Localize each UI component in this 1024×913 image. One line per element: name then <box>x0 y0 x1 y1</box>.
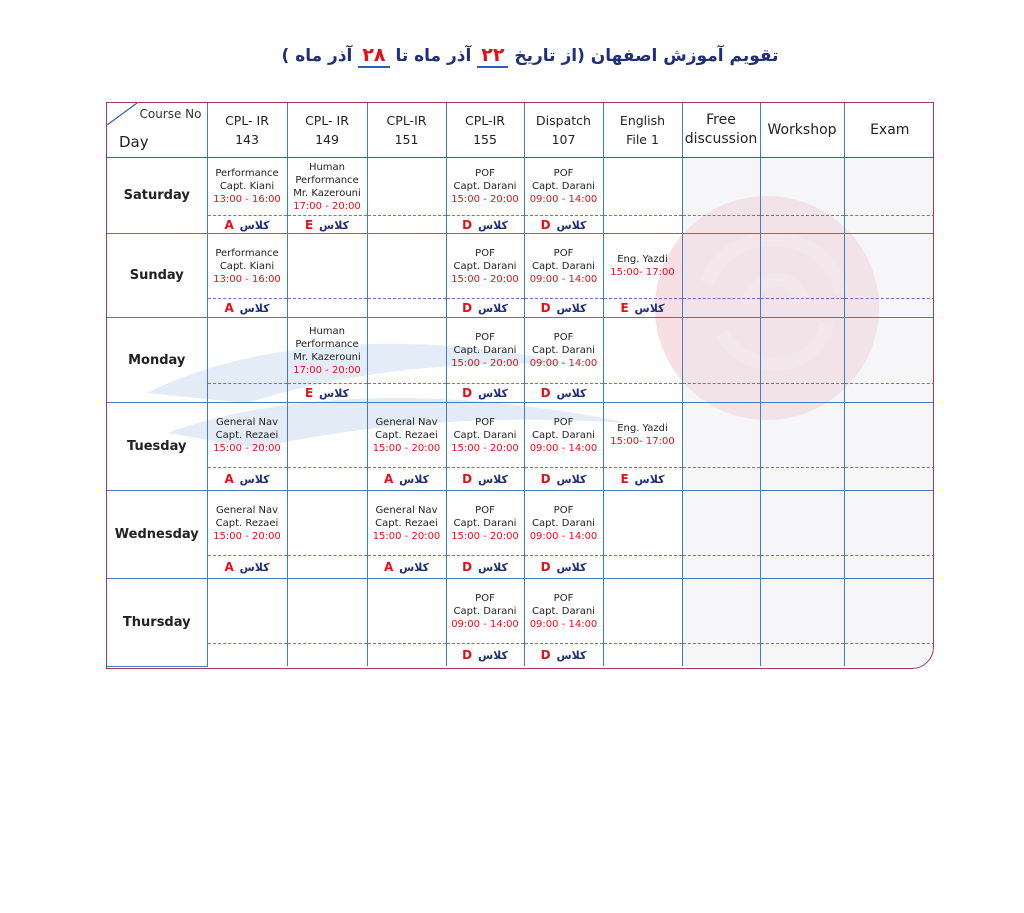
classroom-cell <box>760 468 844 491</box>
classroom-cell <box>207 216 287 234</box>
classroom-cell <box>603 299 682 318</box>
schedule-cell <box>446 403 524 468</box>
course-time: 15:00 - 20:00 <box>451 273 519 285</box>
classroom-letter: A <box>224 217 234 232</box>
schedule-cell <box>603 403 682 468</box>
schedule-cell <box>844 234 934 299</box>
classroom-cell <box>446 299 524 318</box>
classroom-cell <box>446 468 524 491</box>
course-text: General Nav <box>375 504 438 516</box>
classroom-word: کلاس <box>552 302 587 315</box>
course-time: 15:00- 17:00 <box>610 267 675 278</box>
course-no-label: Course No <box>139 107 202 121</box>
course-time: 15:00 - 20:00 <box>451 442 519 454</box>
course-text: Capt. Rezaei <box>375 517 438 529</box>
schedule-cell <box>287 403 367 468</box>
classroom-cell <box>524 384 603 403</box>
course-time: 15:00 - 20:00 <box>213 442 281 454</box>
course-time: 09:00 - 14:00 <box>529 194 598 205</box>
col-header: CPL- IR 149 <box>287 103 367 158</box>
course-time: 15:00 - 20:00 <box>451 358 519 369</box>
schedule-cell <box>603 491 682 556</box>
schedule-cell <box>367 403 446 468</box>
schedule-cell <box>682 579 760 644</box>
schedule-cell <box>287 158 367 216</box>
classroom-cell <box>524 216 603 234</box>
schedule-cell <box>367 158 446 216</box>
classroom-cell <box>682 384 760 403</box>
classroom-cell <box>603 384 682 403</box>
classroom-cell <box>207 299 287 318</box>
schedule-cell <box>524 158 603 216</box>
classroom-cell <box>682 216 760 234</box>
classroom-label <box>541 219 587 232</box>
class-row <box>107 299 934 318</box>
classroom-cell <box>524 644 603 667</box>
schedule-cell <box>446 491 524 556</box>
course-time: 15:00 - 20:00 <box>213 530 281 542</box>
course-time: 09:00 - 14:00 <box>529 273 598 285</box>
schedule-cell <box>844 403 934 468</box>
course-text: Capt. Darani <box>532 605 595 617</box>
classroom-label <box>541 387 587 400</box>
classroom-cell <box>682 299 760 318</box>
day-row <box>107 318 934 384</box>
course-text: General Nav <box>375 416 438 428</box>
course-text: Eng. Yazdi <box>617 423 668 434</box>
classroom-cell <box>844 299 934 318</box>
classroom-cell <box>207 468 287 491</box>
day-name: Thursday <box>107 579 207 667</box>
schedule-cell <box>524 318 603 384</box>
schedule-cell <box>446 318 524 384</box>
classroom-cell <box>603 216 682 234</box>
classroom-cell <box>760 299 844 318</box>
course-text: Human <box>308 325 346 337</box>
classroom-cell <box>446 384 524 403</box>
schedule-cell <box>207 318 287 384</box>
classroom-cell <box>367 644 446 667</box>
day-name: Sunday <box>107 234 207 318</box>
classroom-letter: E <box>620 472 629 486</box>
classroom-cell <box>844 644 934 667</box>
course-text: POF <box>553 504 574 516</box>
classroom-cell <box>207 644 287 667</box>
classroom-letter: A <box>224 560 234 574</box>
schedule-body <box>107 158 934 667</box>
classroom-word: کلاس <box>552 561 587 574</box>
classroom-word: کلاس <box>552 218 587 232</box>
col-header: Workshop <box>760 103 844 158</box>
day-row <box>107 579 934 644</box>
day-row <box>107 234 934 299</box>
day-name: Saturday <box>107 158 207 234</box>
course-text: General Nav <box>215 416 279 428</box>
classroom-label <box>224 219 269 232</box>
classroom-word: کلاس <box>395 473 430 486</box>
classroom-cell <box>760 384 844 403</box>
classroom-word: کلاس <box>235 218 270 232</box>
title-prefix: تقویم آموزش اصفهان (از تاریخ <box>514 46 779 66</box>
course-time: 15:00 - 20:00 <box>451 194 519 205</box>
classroom-cell <box>844 384 934 403</box>
classroom-cell <box>682 556 760 579</box>
classroom-cell <box>287 556 367 579</box>
schedule-cell <box>287 491 367 556</box>
schedule-cell <box>760 403 844 468</box>
schedule-cell <box>207 491 287 556</box>
col-header: English File 1 <box>603 103 682 158</box>
course-text: POF <box>475 332 495 343</box>
classroom-word: کلاس <box>315 218 349 232</box>
course-time: 15:00 - 20:00 <box>451 530 519 542</box>
classroom-label <box>224 473 269 486</box>
schedule-cell <box>287 579 367 644</box>
classroom-letter: D <box>462 472 473 486</box>
course-text: Capt. Rezaei <box>375 429 438 441</box>
class-row <box>107 468 934 491</box>
course-text: Performance <box>295 338 359 350</box>
course-text: Human <box>308 161 346 173</box>
schedule-cell <box>524 403 603 468</box>
classroom-label <box>224 302 269 315</box>
schedule-cell <box>603 234 682 299</box>
classroom-cell <box>524 468 603 491</box>
classroom-cell <box>207 556 287 579</box>
course-text: Capt. Darani <box>532 181 595 192</box>
classroom-label <box>384 561 429 574</box>
schedule-cell <box>603 579 682 644</box>
classroom-cell <box>844 468 934 491</box>
classroom-cell <box>682 644 760 667</box>
classroom-cell <box>367 556 446 579</box>
course-text: Capt. Darani <box>453 429 517 441</box>
day-name: Monday <box>107 318 207 403</box>
schedule-cell <box>682 491 760 556</box>
classroom-label <box>462 561 508 574</box>
classroom-cell <box>760 644 844 667</box>
schedule-cell <box>446 579 524 644</box>
classroom-cell <box>844 556 934 579</box>
course-time: 09:00 - 14:00 <box>529 358 598 369</box>
course-text: Capt. Kiani <box>219 181 275 192</box>
course-text: POF <box>553 416 574 428</box>
schedule-cell <box>207 403 287 468</box>
course-text: General Nav <box>215 504 279 516</box>
col-header: Free discussion <box>682 103 760 158</box>
classroom-letter: A <box>383 560 394 574</box>
classroom-word: کلاس <box>552 473 587 486</box>
classroom-cell <box>446 644 524 667</box>
schedule-table <box>107 103 934 667</box>
classroom-word: کلاس <box>552 387 587 400</box>
course-time: 17:00 - 20:00 <box>293 364 361 376</box>
classroom-word: کلاس <box>474 302 508 315</box>
classroom-letter: A <box>383 472 394 486</box>
class-row <box>107 644 934 667</box>
course-text: POF <box>475 247 495 259</box>
classroom-letter: D <box>540 472 551 486</box>
classroom-label <box>462 219 508 232</box>
classroom-word: کلاس <box>395 561 430 574</box>
course-text: POF <box>553 332 574 343</box>
class-row <box>107 384 934 403</box>
classroom-letter: E <box>305 217 314 232</box>
schedule-cell <box>844 491 934 556</box>
schedule-cell <box>207 579 287 644</box>
classroom-word: کلاس <box>474 561 508 574</box>
classroom-word: کلاس <box>630 473 665 486</box>
classroom-cell <box>760 556 844 579</box>
class-row <box>107 216 934 234</box>
classroom-cell <box>603 468 682 491</box>
schedule-cell <box>844 158 934 216</box>
course-time: 09:00 - 14:00 <box>529 618 598 630</box>
schedule-cell <box>207 234 287 299</box>
course-text: POF <box>475 416 495 428</box>
course-text: Capt. Darani <box>453 517 517 529</box>
course-text: Capt. Darani <box>453 605 517 617</box>
header-row <box>107 103 934 158</box>
classroom-cell <box>682 468 760 491</box>
classroom-word: کلاس <box>474 473 508 486</box>
course-time: 09:00 - 14:00 <box>529 530 598 542</box>
day-row <box>107 158 934 216</box>
classroom-label <box>384 473 429 486</box>
classroom-letter: A <box>224 301 234 315</box>
classroom-word: کلاس <box>235 473 270 486</box>
course-text: Capt. Darani <box>453 345 517 356</box>
course-text: POF <box>553 168 574 179</box>
schedule-cell <box>682 234 760 299</box>
course-text: Performance <box>295 174 359 186</box>
schedule-cell <box>603 318 682 384</box>
course-text: Capt. Darani <box>532 517 595 529</box>
title-end-day: ۲۸ <box>358 44 389 68</box>
classroom-letter: E <box>305 386 314 400</box>
schedule-cell <box>287 318 367 384</box>
classroom-cell <box>287 468 367 491</box>
classroom-letter: D <box>462 217 473 232</box>
course-text: Capt. Darani <box>532 345 595 356</box>
title-start-day: ۲۲ <box>477 44 508 68</box>
classroom-label <box>541 302 587 315</box>
course-time: 09:00 - 14:00 <box>529 442 598 454</box>
course-text: Capt. Darani <box>532 260 595 272</box>
classroom-label <box>621 302 665 315</box>
schedule-cell <box>524 579 603 644</box>
header-corner <box>107 103 207 158</box>
classroom-cell <box>524 556 603 579</box>
classroom-word: کلاس <box>630 302 665 315</box>
course-time: 17:00 - 20:00 <box>293 200 361 212</box>
course-text: Capt. Darani <box>532 429 595 441</box>
schedule-cell <box>524 491 603 556</box>
course-text: POF <box>553 247 574 259</box>
day-name: Tuesday <box>107 403 207 491</box>
course-text: POF <box>475 504 495 516</box>
classroom-label <box>541 561 587 574</box>
classroom-label <box>305 219 349 232</box>
classroom-letter: A <box>224 472 234 486</box>
classroom-label <box>462 473 508 486</box>
course-text: Performance <box>215 168 279 179</box>
schedule-cell <box>760 318 844 384</box>
classroom-label <box>462 387 508 400</box>
classroom-label <box>224 561 269 574</box>
schedule-cell <box>287 234 367 299</box>
course-text: Capt. Rezaei <box>215 517 279 529</box>
schedule-cell <box>844 579 934 644</box>
classroom-cell <box>367 216 446 234</box>
classroom-label <box>462 302 508 315</box>
classroom-letter: D <box>540 217 551 232</box>
col-header: CPL- IR 143 <box>207 103 287 158</box>
classroom-label <box>305 387 349 400</box>
day-row <box>107 491 934 556</box>
classroom-cell <box>446 216 524 234</box>
classroom-word: کلاس <box>235 302 270 315</box>
classroom-word: کلاس <box>552 649 587 662</box>
col-header: CPL-IR 151 <box>367 103 446 158</box>
classroom-cell <box>524 299 603 318</box>
page-title <box>0 44 1024 66</box>
course-time: 09:00 - 14:00 <box>451 618 519 630</box>
day-label: Day <box>119 133 149 151</box>
course-text: Capt. Rezaei <box>215 429 279 441</box>
title-middle: آذر ماه تا <box>395 46 472 66</box>
classroom-cell <box>603 644 682 667</box>
classroom-letter: D <box>540 301 551 315</box>
schedule-cell <box>367 491 446 556</box>
schedule-cell <box>682 403 760 468</box>
course-text: Mr. Kazerouni <box>293 187 361 199</box>
day-row <box>107 403 934 468</box>
classroom-word: کلاس <box>235 561 270 574</box>
classroom-letter: E <box>620 301 629 315</box>
schedule-cell <box>682 158 760 216</box>
classroom-letter: D <box>462 386 473 400</box>
classroom-word: کلاس <box>474 387 508 400</box>
classroom-letter: D <box>540 560 551 574</box>
classroom-word: کلاس <box>474 218 508 232</box>
classroom-cell <box>446 556 524 579</box>
title-suffix: آذر ماه ) <box>281 46 353 66</box>
course-text: Performance <box>215 247 279 259</box>
classroom-cell <box>207 384 287 403</box>
schedule-cell <box>760 491 844 556</box>
classroom-cell <box>603 556 682 579</box>
course-time: 15:00 - 20:00 <box>372 530 441 542</box>
classroom-label <box>462 649 508 662</box>
class-row <box>107 556 934 579</box>
classroom-label <box>541 649 587 662</box>
classroom-cell <box>367 299 446 318</box>
classroom-letter: D <box>462 560 473 574</box>
schedule-cell <box>760 158 844 216</box>
schedule-cell <box>760 234 844 299</box>
course-text: Capt. Kiani <box>219 260 275 272</box>
schedule-cell <box>367 318 446 384</box>
course-text: Capt. Darani <box>453 181 517 192</box>
course-time: 13:00 - 16:00 <box>213 194 281 205</box>
course-text: POF <box>553 592 574 604</box>
schedule-cell <box>367 579 446 644</box>
course-text: Mr. Kazerouni <box>293 351 361 363</box>
course-text: Capt. Darani <box>453 260 517 272</box>
classroom-word: کلاس <box>474 649 508 662</box>
course-text: POF <box>475 168 495 179</box>
schedule-cell <box>367 234 446 299</box>
classroom-label <box>621 473 665 486</box>
col-header: Exam <box>844 103 934 158</box>
schedule-cell <box>682 318 760 384</box>
schedule-cell <box>760 579 844 644</box>
classroom-cell <box>367 384 446 403</box>
classroom-cell <box>844 216 934 234</box>
classroom-cell <box>287 299 367 318</box>
classroom-cell <box>760 216 844 234</box>
schedule-cell <box>446 234 524 299</box>
course-text: POF <box>475 592 495 604</box>
classroom-letter: D <box>540 386 551 400</box>
course-time: 15:00 - 20:00 <box>372 442 441 454</box>
classroom-cell <box>287 216 367 234</box>
schedule-cell <box>207 158 287 216</box>
schedule-cell <box>844 318 934 384</box>
col-header: CPL-IR 155 <box>446 103 524 158</box>
schedule-cell <box>524 234 603 299</box>
schedule-frame <box>106 102 934 669</box>
classroom-label <box>541 473 587 486</box>
classroom-cell <box>367 468 446 491</box>
course-time: 13:00 - 16:00 <box>213 273 281 285</box>
course-text: Eng. Yazdi <box>617 254 668 265</box>
schedule-cell <box>603 158 682 216</box>
classroom-letter: D <box>462 301 473 315</box>
col-header: Dispatch 107 <box>524 103 603 158</box>
classroom-letter: D <box>540 648 551 662</box>
classroom-word: کلاس <box>315 387 349 400</box>
classroom-letter: D <box>462 648 473 662</box>
schedule-cell <box>446 158 524 216</box>
classroom-cell <box>287 384 367 403</box>
course-time: 15:00- 17:00 <box>610 436 675 447</box>
day-name: Wednesday <box>107 491 207 579</box>
classroom-cell <box>287 644 367 667</box>
